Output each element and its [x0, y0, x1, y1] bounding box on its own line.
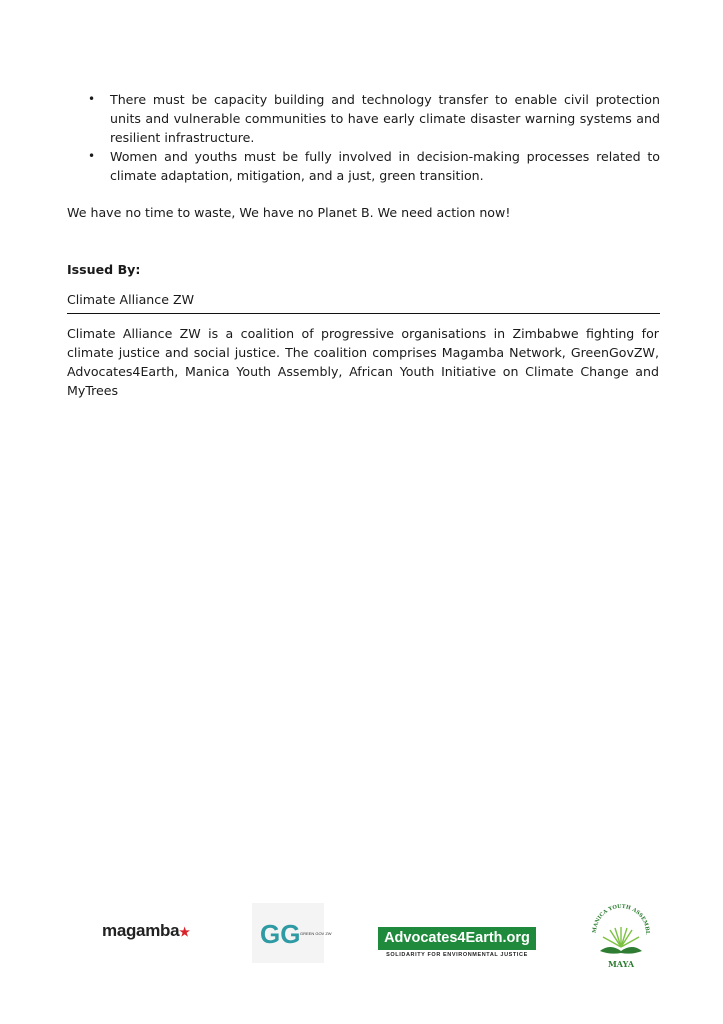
advocates4earth-logo	[378, 927, 536, 958]
greengov-initials: GG	[260, 919, 301, 949]
maya-logo-graphic	[588, 897, 654, 973]
star-icon: ★	[179, 925, 190, 939]
list-item	[88, 90, 660, 147]
greengov-logo-graphic	[252, 903, 332, 963]
issued-by-label: Issued By:	[67, 262, 141, 277]
magamba-logo-text: magamba	[102, 921, 180, 940]
maya-logo	[588, 897, 654, 973]
partner-logos	[0, 895, 723, 975]
bullet-marker: •	[88, 149, 96, 163]
bullet-text: Women and youths must be fully involved in decision-making processes related to climate adaptation, mitigation, and a just, green transition.	[110, 149, 660, 183]
maya-logo-text: MAYA	[607, 959, 635, 969]
closing-statement: We have no time to waste, We have no Planet B. We need action now!	[67, 205, 511, 220]
advocates4earth-logo-text: Advocates4Earth.org	[378, 927, 536, 950]
organisation-name: Climate Alliance ZW	[67, 292, 195, 307]
maya-arc-text: MANICA YOUTH ASSEMBL	[591, 903, 651, 935]
magamba-logo	[102, 921, 190, 941]
bullet-text: There must be capacity building and technology transfer to enable civil protection units and vulnerable communities to have early climate disaster warning systems and resilient infrastructure.	[110, 92, 660, 145]
about-paragraph: Climate Alliance ZW is a coalition of progressive organisations in Zimbabwe fighting for climate justice and social justice. The coalition comprises Magamba Network, GreenGovZW, Advocates4Earth, Manica Youth Assembly, African Youth Initiative on Climate Change and MyTrees	[67, 326, 659, 398]
list-item	[88, 147, 660, 185]
recommendations-list	[88, 90, 660, 185]
greengov-logo	[252, 903, 332, 963]
divider	[67, 313, 660, 314]
advocates4earth-tagline: SOLIDARITY FOR ENVIRONMENTAL JUSTICE	[386, 952, 528, 958]
greengov-small-text: GREEN GOV ZW	[300, 931, 332, 936]
bullet-marker: •	[88, 92, 96, 106]
